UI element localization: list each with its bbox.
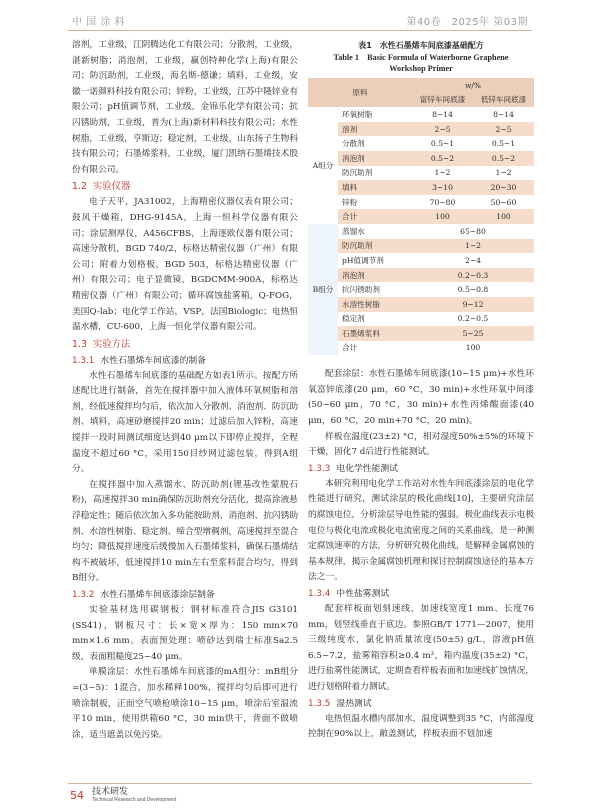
material-name: pH值调节剂: [338, 253, 412, 268]
subsection-heading-1-3-4: 1.3.4 中性盐雾测试: [308, 589, 390, 599]
substrate-paragraph: 实验基材选用碳钢板：钢材标准符合JIS G3101 (SS41)，钢板尺寸：长×宽×厚为：150 mm×70 mm×1.6 mm。表面预处理：喷砂达到瑞士标准Sa2.5级，表面粗糙度25~40 μm。: [72, 605, 298, 662]
header-divider: [68, 30, 532, 31]
material-name: 合计: [338, 209, 412, 224]
material-name: 防沉助剂: [338, 239, 412, 254]
section-heading-1-3: 1.3 实验方法: [72, 338, 131, 350]
table-row: [308, 268, 534, 283]
left-column: [72, 38, 298, 743]
low-zinc-value: 50~60: [473, 195, 534, 210]
component-value: 9~12: [412, 297, 534, 312]
table-row: [308, 297, 534, 312]
coating-system-paragraph: 配套涂层：水性石墨烯车间底漆(10~15 μm)+水性环氧富锌底漆(20 μm，60 °C，30 min)+水性环氧中间漆(50~60 μm，70 °C，30 min)+水性丙烯酸面漆(40 μm，60 °C，20 min+70 °C，20 min)。: [308, 369, 534, 427]
preparation-paragraph-a: 水性石墨烯车间底漆的基础配方如表1所示。按配方所述配比进行制备，首先在搅拌器中加入液体环氧树脂和溶剂，经低速搅拌均匀后，依次加入分散剂、消泡剂、防沉助剂、填料，高速砂磨搅拌20 min；过滤后加入锌粉，高速搅拌一段时间测试细度达到40 μm以下即停止搅拌，全程温度不超过60 °C，采用150目纱网过滤包装，得到A组分。: [72, 370, 298, 475]
page-number: 54: [70, 789, 84, 802]
material-name: 稳定剂: [338, 312, 412, 327]
group-b-rows: [308, 224, 534, 355]
material-name: 石墨烯浆料: [338, 326, 412, 341]
formula-table: [308, 78, 534, 355]
table-row: [308, 195, 534, 210]
subsection-heading-1-3-2: 1.3.2 水性石墨烯车间底漆涂层制备: [72, 590, 215, 600]
table-row: [308, 239, 534, 254]
component-value: 0.5~0.8: [412, 282, 534, 297]
journal-name: 中 国 涂 料: [72, 17, 126, 28]
table-row: [308, 151, 534, 166]
low-zinc-value: 2~5: [473, 122, 534, 137]
zinc-rich-value: 2~5: [412, 122, 473, 137]
table-row: [308, 122, 534, 137]
subsection-heading-1-3-3: 1.3.3 电化学性能测试: [308, 463, 398, 474]
material-name: 溶剂: [338, 122, 412, 137]
material-name: 抗闪锈助剂: [338, 282, 412, 297]
issue-info: 第40卷 2025年 第03期: [406, 17, 528, 28]
component-value: 100: [412, 341, 534, 356]
component-value: 0.2~0.3: [412, 268, 534, 283]
humidity-paragraph: 电热恒温水槽内部加水，温度调整到35 °C，内部湿度控制在90%以上，敞盖测试，样板表面不划加速: [308, 713, 534, 740]
salt-spray-paragraph: 配套样板面划刻速线，加速线宽度1 mm、长度76 mm，划竖线垂直于底边。参照GB/T 1771—2007，使用三级纯度水，氯化钠质量浓度(50±5) g/L，溶液pH值6.5~7.2，盐雾箱容积≥0.4 m³，箱内温度(35±2) °C，进行盐雾性能测试，定期查看样板表面和加速线扩蚀情况，进行划格附着力测试。: [308, 604, 534, 692]
right-column: [308, 38, 534, 743]
column-title-cn: 技术研发: [92, 787, 129, 797]
table-caption-en: Table 1 Basic Formula of Waterborne Graphene Workshop Primer: [333, 53, 509, 73]
low-zinc-value: 8~14: [473, 107, 534, 122]
material-name: 防沉助剂: [338, 166, 412, 181]
section-heading-1-2: 1.2 实验仪器: [72, 181, 131, 193]
subsection-heading-1-3-5: 1.3.5 湿热测试: [308, 698, 372, 709]
zinc-rich-value: 0.5~2: [412, 151, 473, 166]
low-zinc-value: 1~2: [473, 166, 534, 181]
footer-column-title: [92, 787, 176, 804]
table-row: [308, 282, 534, 297]
subsection-heading-1-3-1: 1.3.1 水性石墨烯车间底漆的制备: [72, 355, 206, 366]
component-value: 65~80: [412, 224, 534, 239]
material-name: 蒸馏水: [338, 224, 412, 239]
header-zinc-rich: 富锌车间底漆: [412, 93, 473, 108]
table-row: [308, 107, 534, 122]
table-row: [308, 312, 534, 327]
group-b-label: B组分: [308, 224, 338, 355]
material-name: 锌粉: [338, 195, 412, 210]
component-value: 1~2: [412, 239, 534, 254]
preparation-paragraph-b: 在搅拌器中加入蒸馏水、防沉助剂(锂基改性蒙脱石粉)，高速搅拌30 min确保防沉助剂充分活化，提高涂液悬浮稳定性；随后依次加入多功能胺助剂、消泡剂、抗闪锈助剂、水溶性树脂、稳定剂、缔合型增稠剂，高速搅拌至混合均匀；降低搅拌速度后缓慢加入石墨烯浆料，确保石墨烯结构不被破坏，低速搅拌10 min左右至浆料混合均匀，得到B组分。: [72, 479, 298, 584]
instruments-paragraph: 电子天平，JA31002，上海精密仪器仪表有限公司；鼓风干燥箱，DHG-9145A，上海一恒科学仪器有限公司；涂层测厚仪，A456CFBS，上海逐欧仪器有限公司；高速分散机，BGD 740/2，标格达精密仪器（广州）有限公司；附着力划格板，BGD 503，标格达精密仪器（广州）有限公司；电子显微镜，BGDCMM-900A，标格达精密仪器（广州）有限公司；循环腐蚀盐雾箱，Q-FOG，美国Q-lab；电化学工作站，VSP，法国Biologic；电热恒温水槽，CU-600，上海一恒化学仪器有限公司。: [72, 197, 298, 333]
low-zinc-value: 20~30: [473, 180, 534, 195]
zinc-rich-value: 3~10: [412, 180, 473, 195]
material-name: 消泡剂: [338, 151, 412, 166]
column-title-en: Technical Research and Development: [92, 797, 177, 803]
table-row: [308, 166, 534, 181]
table-row: [308, 341, 534, 356]
table-row: [308, 224, 534, 239]
zinc-rich-value: 100: [412, 209, 473, 224]
component-value: 0.2~0.5: [412, 312, 534, 327]
material-name: 合计: [338, 341, 412, 356]
single-film-paragraph: 单膜涂层：水性石墨烯车间底漆的mA组分：mB组分=(3~5)：1混合，加水稀释100%，搅拌均匀后即可进行喷涂制板，正面空气喷枪喷涂10~15 μm，喷涂后室温流平10 min，使用烘箱60 °C，30 min烘干，背面不做喷涂，适当遮盖以免污染。: [72, 667, 298, 740]
component-value: 2~4: [412, 253, 534, 268]
header-unit: w/%: [412, 78, 534, 93]
low-zinc-value: 0.5~1: [473, 136, 534, 151]
table-row: [308, 180, 534, 195]
materials-paragraph: 溶剂，工业级，江阴腾达化工有限公司；分散剂，工业级，湛新树脂；消泡剂，工业级，赢创特种化学(上海)有限公司；防沉助剂，工业级，海名斯-德谦；填料，工业级，安徽一诺颜料科技有限公司；锌粉，工业级，江苏中隆锌业有限公司；pH值调节剂，工业级，金锦乐化学有限公司；抗闪锈助剂，工业级，普为(上海)新材料科技有限公司；水性树脂，工业级，亨斯迈；稳定剂，工业级，山东扬子生物科技有限公司；石墨烯浆料，工业级，厦门凯纳石墨烯技术股份有限公司。: [72, 40, 298, 175]
group-a-rows: [308, 107, 534, 224]
low-zinc-value: 0.5~2: [473, 151, 534, 166]
table-row: [308, 253, 534, 268]
component-value: 5~25: [412, 326, 534, 341]
zinc-rich-value: 1~2: [412, 166, 473, 181]
table-row: [308, 209, 534, 224]
table-caption-cn: 表1 水性石墨烯车间底漆基础配方: [358, 41, 484, 50]
low-zinc-value: 100: [473, 209, 534, 224]
header-raw-material: 原料: [308, 78, 412, 107]
material-name: 水溶性树脂: [338, 297, 412, 312]
table-header-row: [308, 78, 534, 93]
group-a-label: A组分: [308, 107, 338, 224]
material-name: 环氧树脂: [338, 107, 412, 122]
electrochemical-paragraph: 本研究利用电化学工作站对水性车间底漆涂层的电化学性能进行研究，测试涂层的极化曲线[10]，主要研究涂层的腐蚀电位，分析涂层导电性能的强弱。极化曲线表示电极电位与极化电流或极化电流密度之间的关系曲线，是一种测定腐蚀速率的方法，分析研究极化曲线，是解释金属腐蚀的基本规律，揭示金属腐蚀机理和探讨控制腐蚀途径的基本方法之一。: [308, 478, 534, 583]
zinc-rich-value: 70~80: [412, 195, 473, 210]
footer-divider: [68, 783, 532, 784]
header-low-zinc: 低锌车间底漆: [473, 93, 534, 108]
table-row: [308, 326, 534, 341]
zinc-rich-value: 8~14: [412, 107, 473, 122]
curing-paragraph: 样板在温度(23±2) °C，相对湿度50%±5%的环境下干燥，固化7 d后进行性能测试。: [308, 431, 534, 458]
zinc-rich-value: 0.5~1: [412, 136, 473, 151]
material-name: 消泡剂: [338, 268, 412, 283]
material-name: 分散剂: [338, 136, 412, 151]
table-row: [308, 136, 534, 151]
material-name: 填料: [338, 180, 412, 195]
